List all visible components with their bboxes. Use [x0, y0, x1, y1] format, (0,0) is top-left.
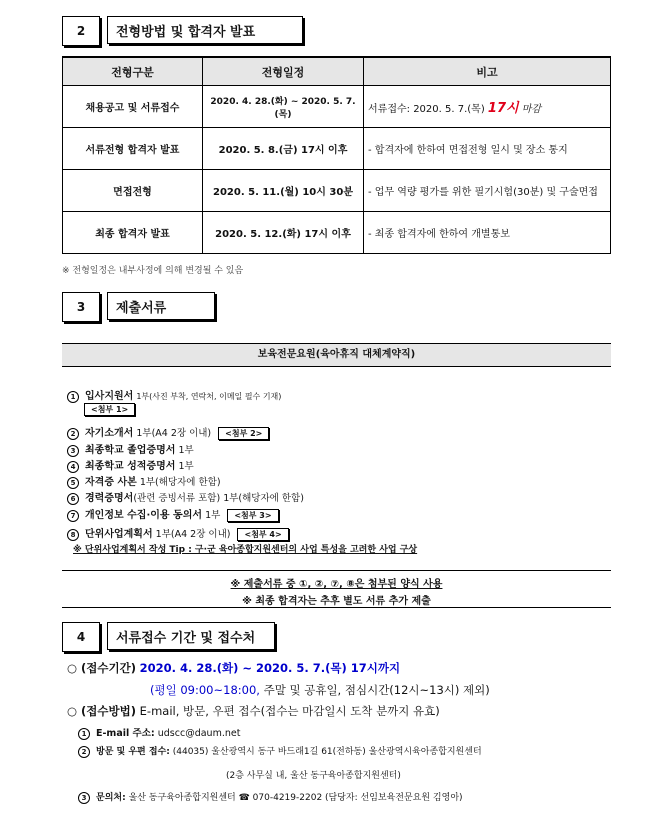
item-label: 단위사업계획서 [85, 529, 153, 540]
note-tail: 마감 [521, 104, 542, 115]
item-detail: 1부(사진 부착, 연락처, 이메일 필수 기재) [136, 392, 282, 401]
attachment-badge: <첨부 1> [84, 403, 135, 416]
item-number: 7 [67, 510, 79, 522]
document-item [67, 457, 194, 473]
visit-line-2: (2층 사무실 내, 울산 동구육아종합지원센터) [226, 771, 401, 781]
additional-docs-note: ※ 최종 합격자는 추후 별도 서류 추가 제출 [242, 596, 431, 607]
item-label: 경력증명서 [85, 493, 134, 504]
date-cell: 2020. 5. 12.(화) 17시 이후 [203, 212, 364, 254]
stage-cell: 면접전형 [63, 170, 203, 212]
method-line [67, 703, 440, 719]
date-cell: 2020. 5. 11.(월) 10시 30분 [203, 170, 364, 212]
period-value: 2020. 4. 28.(화) ~ 2020. 5. 7.(목) 17시까지 [139, 661, 401, 675]
item-number: 8 [67, 529, 79, 541]
column-header: 비고 [364, 57, 611, 86]
item-label: 자기소개서 [85, 428, 134, 439]
note-text: 서류접수: 2020. 5. 7.(목) [368, 104, 485, 115]
table-row [63, 128, 611, 170]
note-cell: - 최종 합격자에 한하여 개별통보 [364, 212, 611, 254]
visit-line [78, 744, 482, 758]
document-item [67, 441, 194, 457]
email-address[interactable]: udscc@daum.net [157, 728, 241, 739]
email-line [78, 725, 240, 740]
document-item [67, 424, 269, 440]
item-detail: 1부 [178, 445, 194, 456]
circle-number-1: 1 [78, 728, 90, 740]
visit-address: (44035) 울산광역시 동구 바드래1길 61(전하동) 울산광역시육아종합지원센터 [172, 747, 482, 757]
item-label: 개인정보 수집·이용 동의서 [85, 510, 203, 521]
period-line [67, 660, 400, 676]
item-detail: 1부(해당자에 한함) [139, 477, 221, 488]
template-note: ※ 제출서류 중 ①, ②, ⑦, ⑧은 첨부된 양식 사용 [230, 579, 443, 590]
stage-cell: 채용공고 및 서류접수 [63, 86, 203, 128]
item-label: 자격증 사본 [85, 477, 137, 488]
schedule-footnote: ※ 전형일정은 내부사정에 의해 변경될 수 있음 [62, 266, 244, 276]
plan-tip: ※ 단위사업계획서 작성 Tip : 구·군 육아종합지원센터의 사업 특성을 고려한 사업 구상 [73, 545, 418, 555]
schedule-table [62, 56, 611, 254]
submission-notes [62, 570, 611, 608]
note-cell: - 합격자에 한하여 면접전형 일시 및 장소 통지 [364, 128, 611, 170]
position-banner: 보육전문요원(육아휴직 대체계약직) [62, 343, 611, 367]
stage-cell: 최종 합격자 발표 [63, 212, 203, 254]
item-number: 1 [67, 391, 79, 403]
column-header: 전형구분 [63, 57, 203, 86]
deadline-time: 17시 [487, 101, 519, 116]
table-row [63, 212, 611, 254]
contact-line [78, 790, 463, 804]
document-item [67, 387, 281, 403]
item-detail: 1부(A4 2장 이내) [155, 529, 231, 540]
note-cell: - 업무 역량 평가를 위한 필기시험(30분) 및 구술면접 [364, 170, 611, 212]
section-title: 전형방법 및 합격자 발표 [107, 16, 303, 44]
section-number: 2 [62, 16, 100, 46]
attachment-badge: <첨부 2> [218, 427, 269, 440]
section-number: 4 [62, 622, 100, 652]
item-number: 4 [67, 461, 79, 473]
circle-number-3: 3 [78, 792, 90, 804]
item-detail: 1부 [178, 461, 194, 472]
item-label: 입사지원서 [85, 391, 134, 402]
period-exclusions: 주말 및 공휴일, 점심시간(12시~13시) 제외) [263, 683, 490, 697]
date-cell: 2020. 4. 28.(화) ~ 2020. 5. 7.(목) [203, 86, 364, 128]
item-detail: (관련 증빙서류 포함) 1부(해당자에 한함) [133, 493, 304, 504]
document-item [67, 525, 289, 541]
note-cell [364, 86, 611, 128]
method-label: ○ (접수방법) [67, 704, 136, 718]
section-title: 제출서류 [107, 292, 215, 320]
date-cell: 2020. 5. 8.(금) 17시 이후 [203, 128, 364, 170]
period-detail [150, 682, 490, 698]
table-row [63, 170, 611, 212]
contact-value: 울산 동구육아종합지원센터 ☎ 070-4219-2202 (담당자: 선임보육전문요원 김영아) [128, 793, 463, 803]
email-label: E-mail 주소: [96, 728, 155, 739]
item-number: 3 [67, 445, 79, 457]
item-label: 최종학교 성적증명서 [85, 461, 176, 472]
attachment-badge: <첨부 3> [227, 509, 278, 522]
method-value: E-mail, 방문, 우편 접수(접수는 마감일시 도착 분까지 유효) [139, 704, 440, 718]
item-number: 5 [67, 477, 79, 489]
section-number: 3 [62, 292, 100, 322]
document-item [67, 489, 304, 505]
item-detail: 1부(A4 2장 이내) [136, 428, 212, 439]
item-number: 6 [67, 493, 79, 505]
period-weekday-hours: (평일 09:00~18:00, [150, 683, 260, 697]
contact-label: 문의처: [96, 793, 126, 803]
document-item [67, 473, 221, 489]
stage-cell: 서류전형 합격자 발표 [63, 128, 203, 170]
section-title: 서류접수 기간 및 접수처 [107, 622, 275, 650]
table-header-row [63, 57, 611, 86]
column-header: 전형일정 [203, 57, 364, 86]
attachment-badge: <첨부 4> [237, 528, 288, 541]
period-label: ○ (접수기간) [67, 661, 136, 675]
item-number: 2 [67, 428, 79, 440]
table-row [63, 86, 611, 128]
item-detail: 1부 [205, 510, 221, 521]
attachment-row [80, 403, 135, 416]
visit-label: 방문 및 우편 접수: [96, 747, 170, 757]
circle-number-2: 2 [78, 746, 90, 758]
item-label: 최종학교 졸업증명서 [85, 445, 176, 456]
document-item [67, 506, 279, 522]
